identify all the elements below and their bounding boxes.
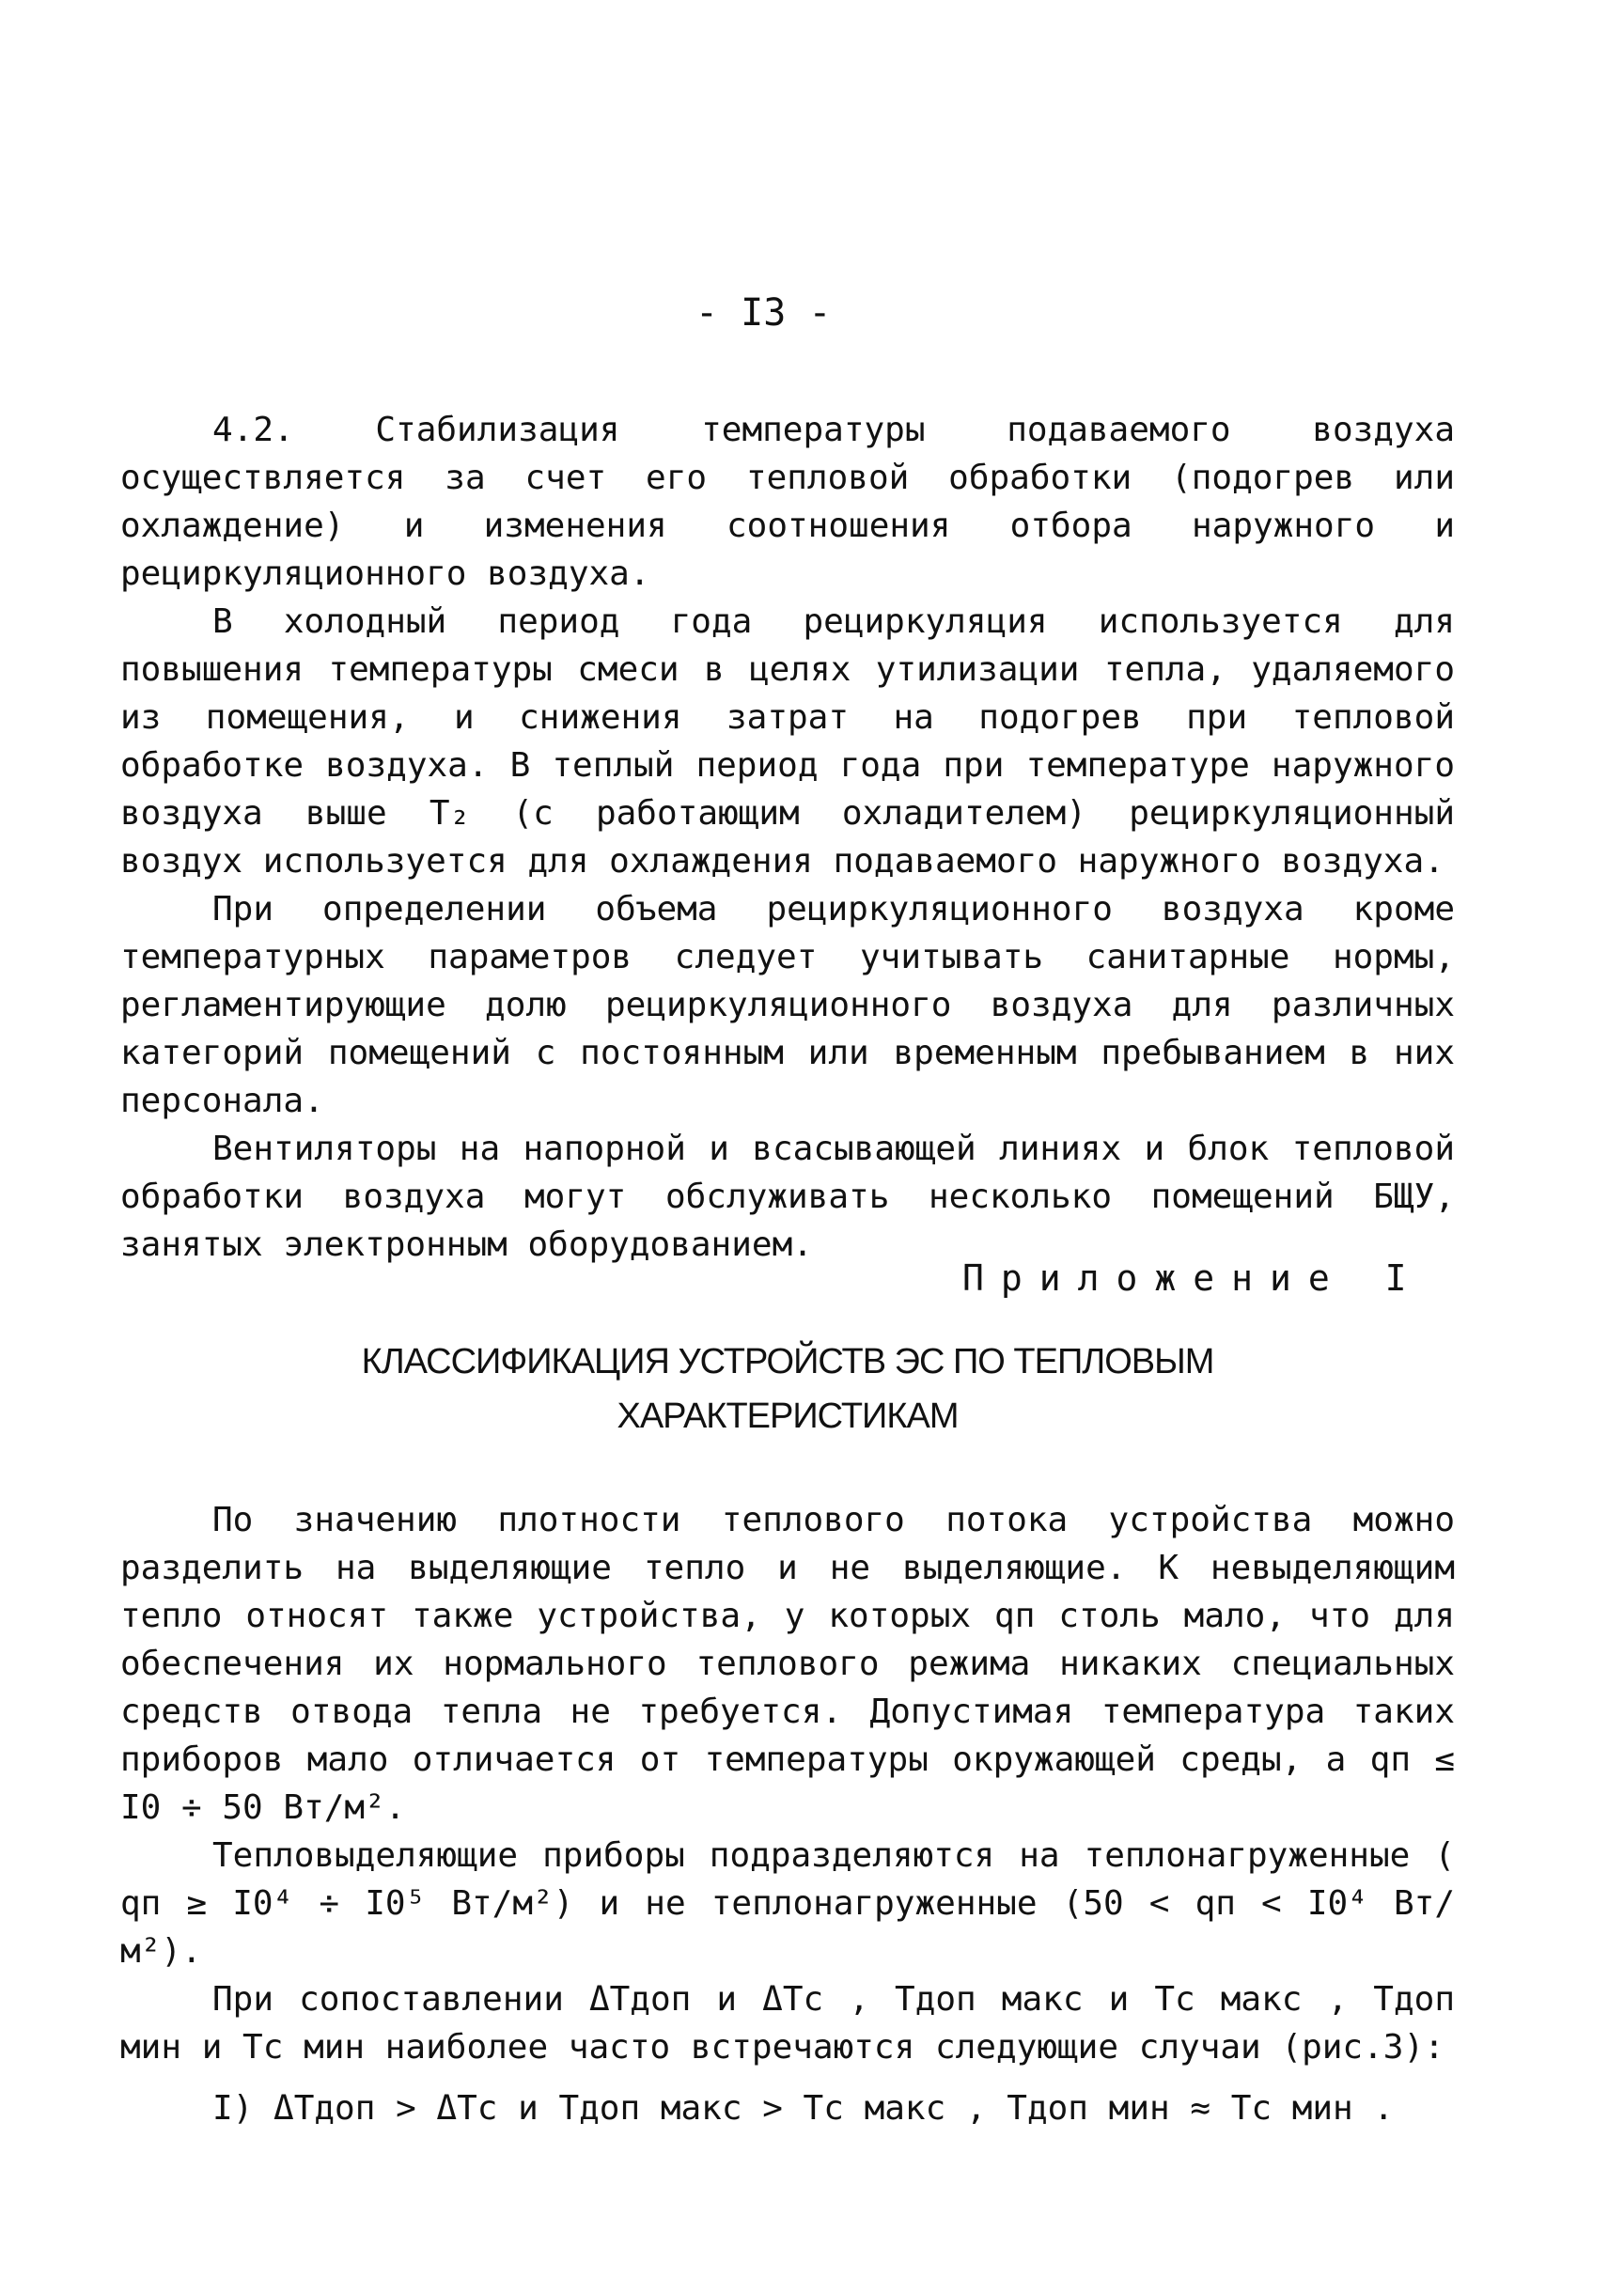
appendix-paragraph-3: При сопоставлении ΔTдоп и ΔTс , Tдоп макс и Tс макс , Tдоп мин и Tс мин наиболее часто встречаются следующие случаи (рис.3):: [120, 1980, 1455, 2067]
appendix-title: [120, 1334, 1455, 1443]
section-4-2: [120, 406, 1455, 1269]
appendix-label: Приложение I: [962, 1257, 1424, 1299]
appendix-paragraph-2: Тепловыделяющие приборы подразделяются на теплонагруженные ( qп ≥ I0⁴ ÷ I0⁵ Вт/м²) и не теплонагруженные (50 < qп < I0⁴ Вт/м²).: [120, 1836, 1455, 1971]
appendix-title-line-2: ХАРАКТЕРИСТИКАМ: [617, 1396, 959, 1436]
appendix-paragraph-1: По значению плотности теплового потока устройства можно разделить на выделяющие тепло и не выделяющие. К невыделяющим тепло относят также устройства, у которых qп столь мало, что для обеспечения их нормального теплового режима никаких специальных средств отвода тепла не требуется. Допустимая температура таких приборов мало отличается от температуры окружающей среды, а qп ≤ I0 ÷ 50 Вт/м².: [120, 1501, 1455, 1827]
paragraph-4-2-4: Вентиляторы на напорной и всасывающей линиях и блок тепловой обработки воздуха могут обслуживать несколько помещений БЩУ, занятых электронным оборудованием.: [120, 1130, 1455, 1264]
page-number: - I3 -: [695, 291, 832, 335]
paragraph-4-2-2: В холодный период года рециркуляция используется для повышения температуры смеси в целях утилизации тепла, удаляемого из помещения, и снижения затрат на подогрев при тепловой обработке воздуха. В теплый период года при температуре наружного воздуха выше T₂ (с работающим охладителем) рециркуляционный воздух используется для охлаждения подаваемого наружного воздуха.: [120, 602, 1455, 881]
paragraph-4-2-1: 4.2. Стабилизация температуры подаваемого воздуха осуществляется за счет его тепловой обработки (подогрев или охлаждение) и изменения соотношения отбора наружного и рециркуляционного воздуха.: [120, 411, 1455, 593]
case-1-formula: I) ΔTдоп > ΔTс и Tдоп макс > Tс макс , Tдоп мин ≈ Tс мин .: [212, 2089, 1395, 2128]
appendix-title-line-1: КЛАССИФИКАЦИЯ УСТРОЙСТВ ЭС ПО ТЕПЛОВЫМ: [361, 1342, 1214, 1381]
paragraph-4-2-3: При определении объема рециркуляционного воздуха кроме температурных параметров следует учитывать санитарные нормы, регламентирующие долю рециркуляционного воздуха для различных категорий помещений с постоянным или временным пребыванием в них персонала.: [120, 890, 1455, 1120]
appendix-body: [120, 1496, 1455, 2132]
